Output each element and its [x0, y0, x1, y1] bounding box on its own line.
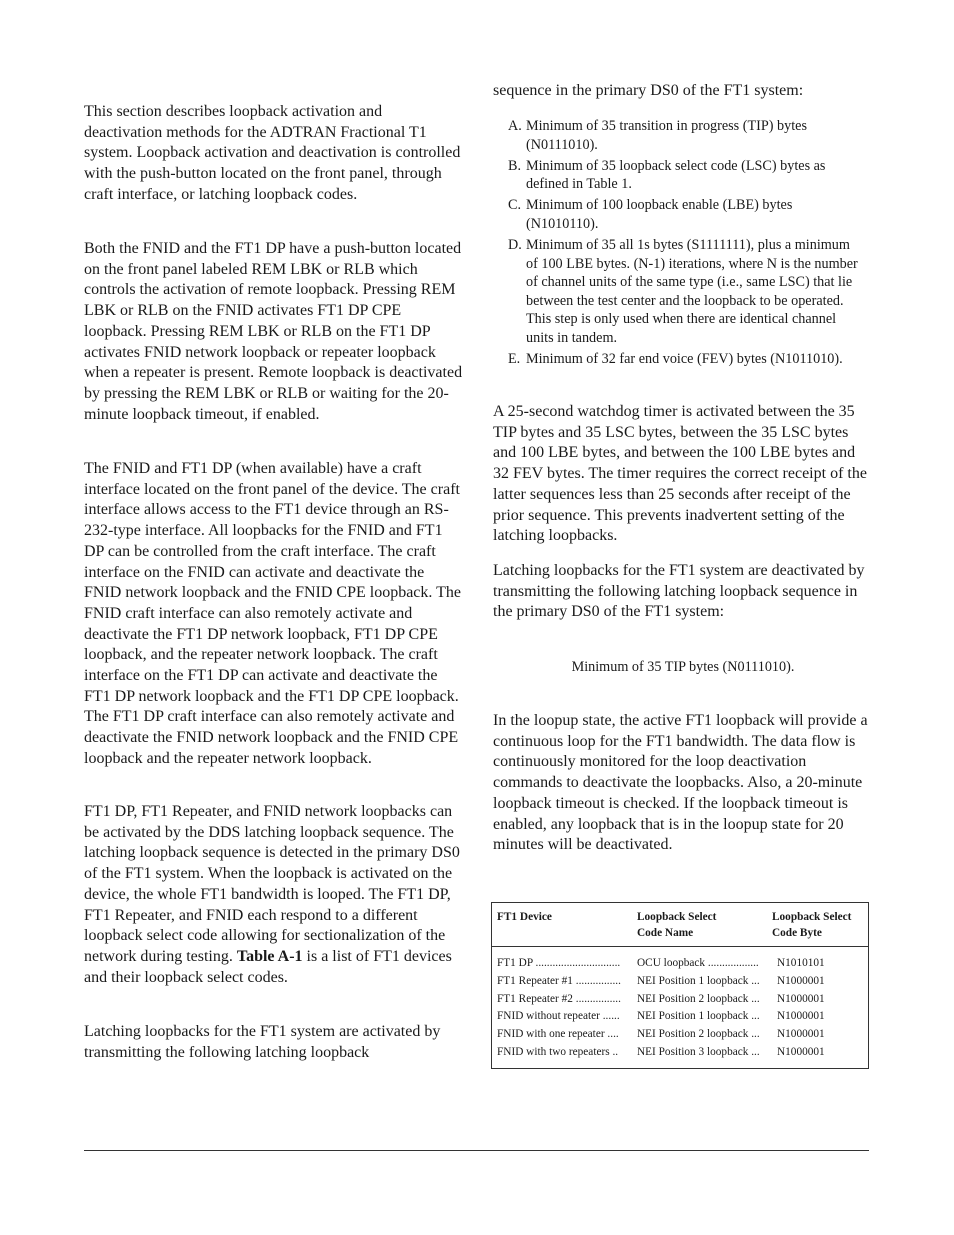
cell-code-byte: N1000001	[777, 1045, 825, 1058]
list-item	[508, 157, 863, 194]
list-item-label: E.	[508, 350, 521, 367]
table-header	[492, 903, 868, 947]
table-row	[497, 955, 864, 973]
cell-code-byte: N1010101	[777, 957, 825, 969]
cell-code-name: NEI Position 2 loopback ...	[637, 1028, 760, 1041]
table-row	[497, 991, 864, 1009]
cell-code-name: NEI Position 1 loopback ...	[637, 974, 760, 987]
cell-code-name: NEI Position 1 loopback ...	[637, 1010, 760, 1023]
activation-intro-paragraph: Latching loopbacks for the FT1 system are activated by transmitting the following latching loopback	[84, 1023, 441, 1061]
deactivation-paragraph: Latching loopbacks for the FT1 system are deactivated by transmitting the following latching loopback sequence in the primary DS0 of the FT1 system:	[493, 562, 865, 621]
table-row	[497, 973, 864, 991]
header-code-name	[637, 909, 716, 941]
cell-device: FNID with two repeaters ..	[497, 1045, 619, 1058]
latching-loopback-paragraph	[84, 802, 464, 988]
cell-code-name: OCU loopback ..................	[637, 957, 759, 969]
list-item-text: Minimum of 35 loopback select code (LSC) bytes as defined in Table 1.	[526, 157, 826, 193]
header-line: Code Byte	[772, 927, 822, 939]
list-item-text: Minimum of 100 loopback enable (LBE) bytes (N1010110).	[526, 197, 793, 232]
table-reference: Table A-1	[236, 947, 303, 965]
header-line: FT1 Device	[497, 911, 552, 923]
list-item-label: D.	[508, 237, 522, 254]
deactivation-sequence-line: Minimum of 35 TIP bytes (N0111010).	[571, 659, 795, 675]
activation-intro-continued: sequence in the primary DS0 of the FT1 system:	[493, 82, 804, 99]
push-button-paragraph: Both the FNID and the FT1 DP have a push-button located on the front panel labeled REM LBK or RLB which controls the activation of remote loopback. Pressing REM LBK or RLB on the FNID activates FT1 DP CPE loopback. Pressing REM LBK or RLB on the FT1 DP activates FNID network loopback or repeater loopback when a repeater is present. Remote loopback is deactivated by pressing the REM LBK or RLB or waiting for the 20-minute loopback timeout, if enabled.	[84, 240, 463, 423]
craft-interface-paragraph: The FNID and FT1 DP (when available) have a craft interface located on the front panel of the device. The craft interface allows access to the FT1 device through an RS-232-type interface. All loopbacks for the FNID and FT1 DP can be controlled from the craft interface. The craft interface on the FNID can activate and deactivate the FNID network loopback and the FNID CPE loopback. The FNID craft interface can also remotely activate and deactivate the FT1 DP network loopback, FT1 DP CPE loopback, and the repeater network loopback. The craft interface on the FT1 DP can activate and deactivate the FT1 DP network loopback and the FT1 DP CPE loopback. The FT1 DP craft interface can also remotely activate and deactivate the FNID network loopback and the FNID CPE loopback and the repeater network loopback.	[84, 460, 461, 767]
footer-divider	[84, 1150, 869, 1151]
list-item-text: Minimum of 35 all 1s bytes (S1111111), plus a minimum of 100 LBE bytes. (N-1) iterations, where N is the number of channel units of the same type (i.e., same LSC) that lie between the test center and the loopback to be operated. This step is only used when there are identical channel units in tandem.	[526, 237, 858, 346]
cell-code-name: NEI Position 2 loopback ...	[637, 992, 760, 1005]
cell-code-name: NEI Position 3 loopback ...	[637, 1045, 760, 1058]
cell-device: FT1 DP ..............................	[497, 957, 621, 969]
list-item	[508, 236, 863, 347]
cell-code-byte: N1000001	[777, 974, 825, 987]
header-line: Loopback Select	[772, 911, 852, 923]
cell-code-byte: N1000001	[777, 992, 825, 1005]
list-item-label: C.	[508, 197, 522, 214]
cell-device: FNID with one repeater ....	[497, 1028, 619, 1041]
list-item	[508, 350, 863, 369]
cell-device: FT1 Repeater #1 ................	[497, 974, 621, 987]
table-row	[497, 1026, 864, 1044]
header-ft1-device	[497, 909, 552, 925]
list-item	[508, 196, 863, 233]
header-line: Code Name	[637, 927, 694, 939]
list-item-label: B.	[508, 157, 522, 174]
intro-paragraph: This section describes loopback activation and deactivation methods for the ADTRAN Fractional T1 system. Loopback activation and deactivation is controlled with the push-button located on the front panel, through craft interface, or latching loopback codes.	[84, 103, 461, 203]
list-item-label: A.	[508, 118, 522, 134]
cell-code-byte: N1000001	[777, 1028, 825, 1041]
header-code-byte	[772, 909, 851, 941]
table-row	[497, 1008, 864, 1026]
activation-sequence-list	[508, 117, 863, 371]
header-line: Loopback Select	[637, 911, 717, 923]
latching-loopback-text-end: is a list of FT1 devices and their loopback select codes.	[84, 947, 452, 986]
latching-loopback-text: FT1 DP, FT1 Repeater, and FNID network loopbacks can be activated by the DDS latching loopback sequence. The latching loopback sequence is detected in the primary DS0 of the FT1 system. When the loopback is activated on the device, the whole FT1 bandwidth is looped. The FT1 DP, FT1 Repeater, and FNID each respond to a different loopback select code allowing for sectionalization of the network during testing.	[84, 803, 460, 965]
table-body	[497, 955, 864, 1062]
table-row	[497, 1044, 864, 1062]
loopup-state-paragraph: In the loopup state, the active FT1 loopback will provide a continuous loop for the FT1 bandwidth. The data flow is continuously monitored for the loop deactivation commands to deactivate the loopbacks. Also, a 20-minute loopback timeout is checked. If the loopback timeout is enabled, any loopback that is in the loopup state for 20 minutes will be deactivated.	[493, 712, 868, 854]
list-item	[508, 117, 863, 154]
cell-code-byte: N1000001	[777, 1010, 825, 1023]
list-item-text: Minimum of 35 transition in progress (TIP) bytes (N0111010).	[526, 118, 807, 153]
watchdog-paragraph: A 25-second watchdog timer is activated between the 35 TIP bytes and 35 LSC bytes, between the 35 LSC bytes and 100 LBE bytes, and between the 100 LBE bytes and 32 FEV bytes. The timer requires the correct receipt of the latter sequences less than 25 seconds after receipt of the prior sequence. This prevents inadvertent setting of the latching loopbacks.	[493, 403, 867, 545]
cell-device: FT1 Repeater #2 ................	[497, 992, 621, 1005]
loopback-select-code-table	[491, 902, 869, 1069]
list-item-text: Minimum of 32 far end voice (FEV) bytes (N1011010).	[526, 350, 843, 367]
cell-device: FNID without repeater ......	[497, 1010, 620, 1023]
